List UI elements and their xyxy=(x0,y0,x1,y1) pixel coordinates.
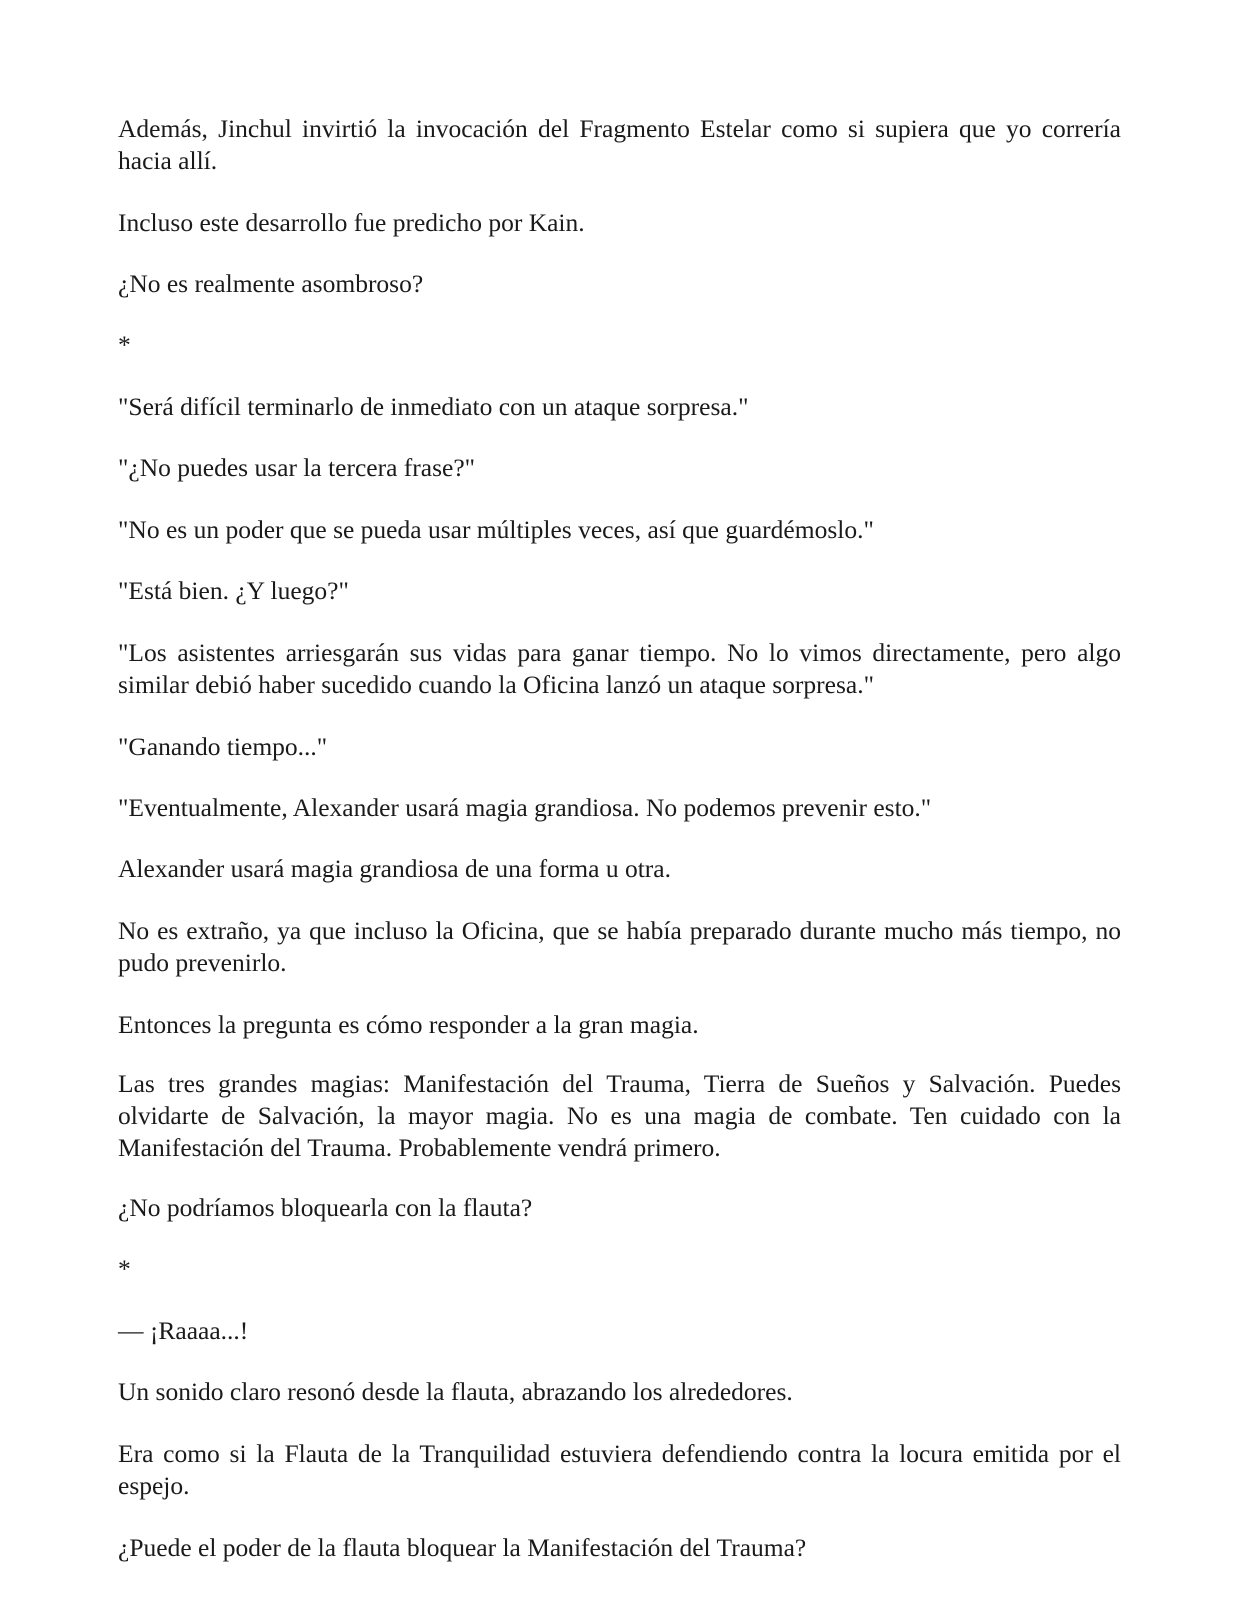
scene-break: * xyxy=(118,330,131,359)
paragraph: ¿Puede el poder de la flauta bloquear la Manifestación del Trauma? xyxy=(118,1533,807,1562)
scene-break: * xyxy=(118,1254,131,1283)
paragraph: Además, Jinchul invirtió la invocación del Fragmento Estelar como si supiera que yo correría hacia allí. xyxy=(118,114,1121,175)
paragraph: "Será difícil terminarlo de inmediato con un ataque sorpresa." xyxy=(118,392,749,421)
paragraph: "Ganando tiempo..." xyxy=(118,732,328,761)
paragraph: Entonces la pregunta es cómo responder a la gran magia. xyxy=(118,1010,699,1039)
paragraph: "Eventualmente, Alexander usará magia grandiosa. No podemos prevenir esto." xyxy=(118,793,932,822)
paragraph: Las tres grandes magias: Manifestación del Trauma, Tierra de Sueños y Salvación. Puedes olvidarte de Salvación, la mayor magia. No es una magia de combate. Ten cuidado con la Manifestación del Trauma. Probablemente vendrá primero. xyxy=(118,1069,1121,1162)
paragraph: Era como si la Flauta de la Tranquilidad estuviera defendiendo contra la locura emitida por el espejo. xyxy=(118,1439,1121,1500)
paragraph: "Los asistentes arriesgarán sus vidas para ganar tiempo. No lo vimos directamente, pero algo similar debió haber sucedido cuando la Oficina lanzó un ataque sorpresa." xyxy=(118,638,1121,699)
paragraph: "Está bien. ¿Y luego?" xyxy=(118,576,349,605)
paragraph: ¿No es realmente asombroso? xyxy=(118,269,424,298)
paragraph: "¿No puedes usar la tercera frase?" xyxy=(118,453,476,482)
paragraph: No es extraño, ya que incluso la Oficina, que se había preparado durante mucho más tiempo, no pudo prevenirlo. xyxy=(118,916,1121,977)
paragraph: ¿No podríamos bloquearla con la flauta? xyxy=(118,1193,533,1222)
paragraph: Incluso este desarrollo fue predicho por Kain. xyxy=(118,208,585,237)
paragraph: "No es un poder que se pueda usar múltiples veces, así que guardémoslo." xyxy=(118,515,874,544)
paragraph: — ¡Raaaa...! xyxy=(118,1316,249,1345)
paragraph: Alexander usará magia grandiosa de una forma u otra. xyxy=(118,854,671,883)
paragraph: Un sonido claro resonó desde la flauta, abrazando los alrededores. xyxy=(118,1377,793,1406)
